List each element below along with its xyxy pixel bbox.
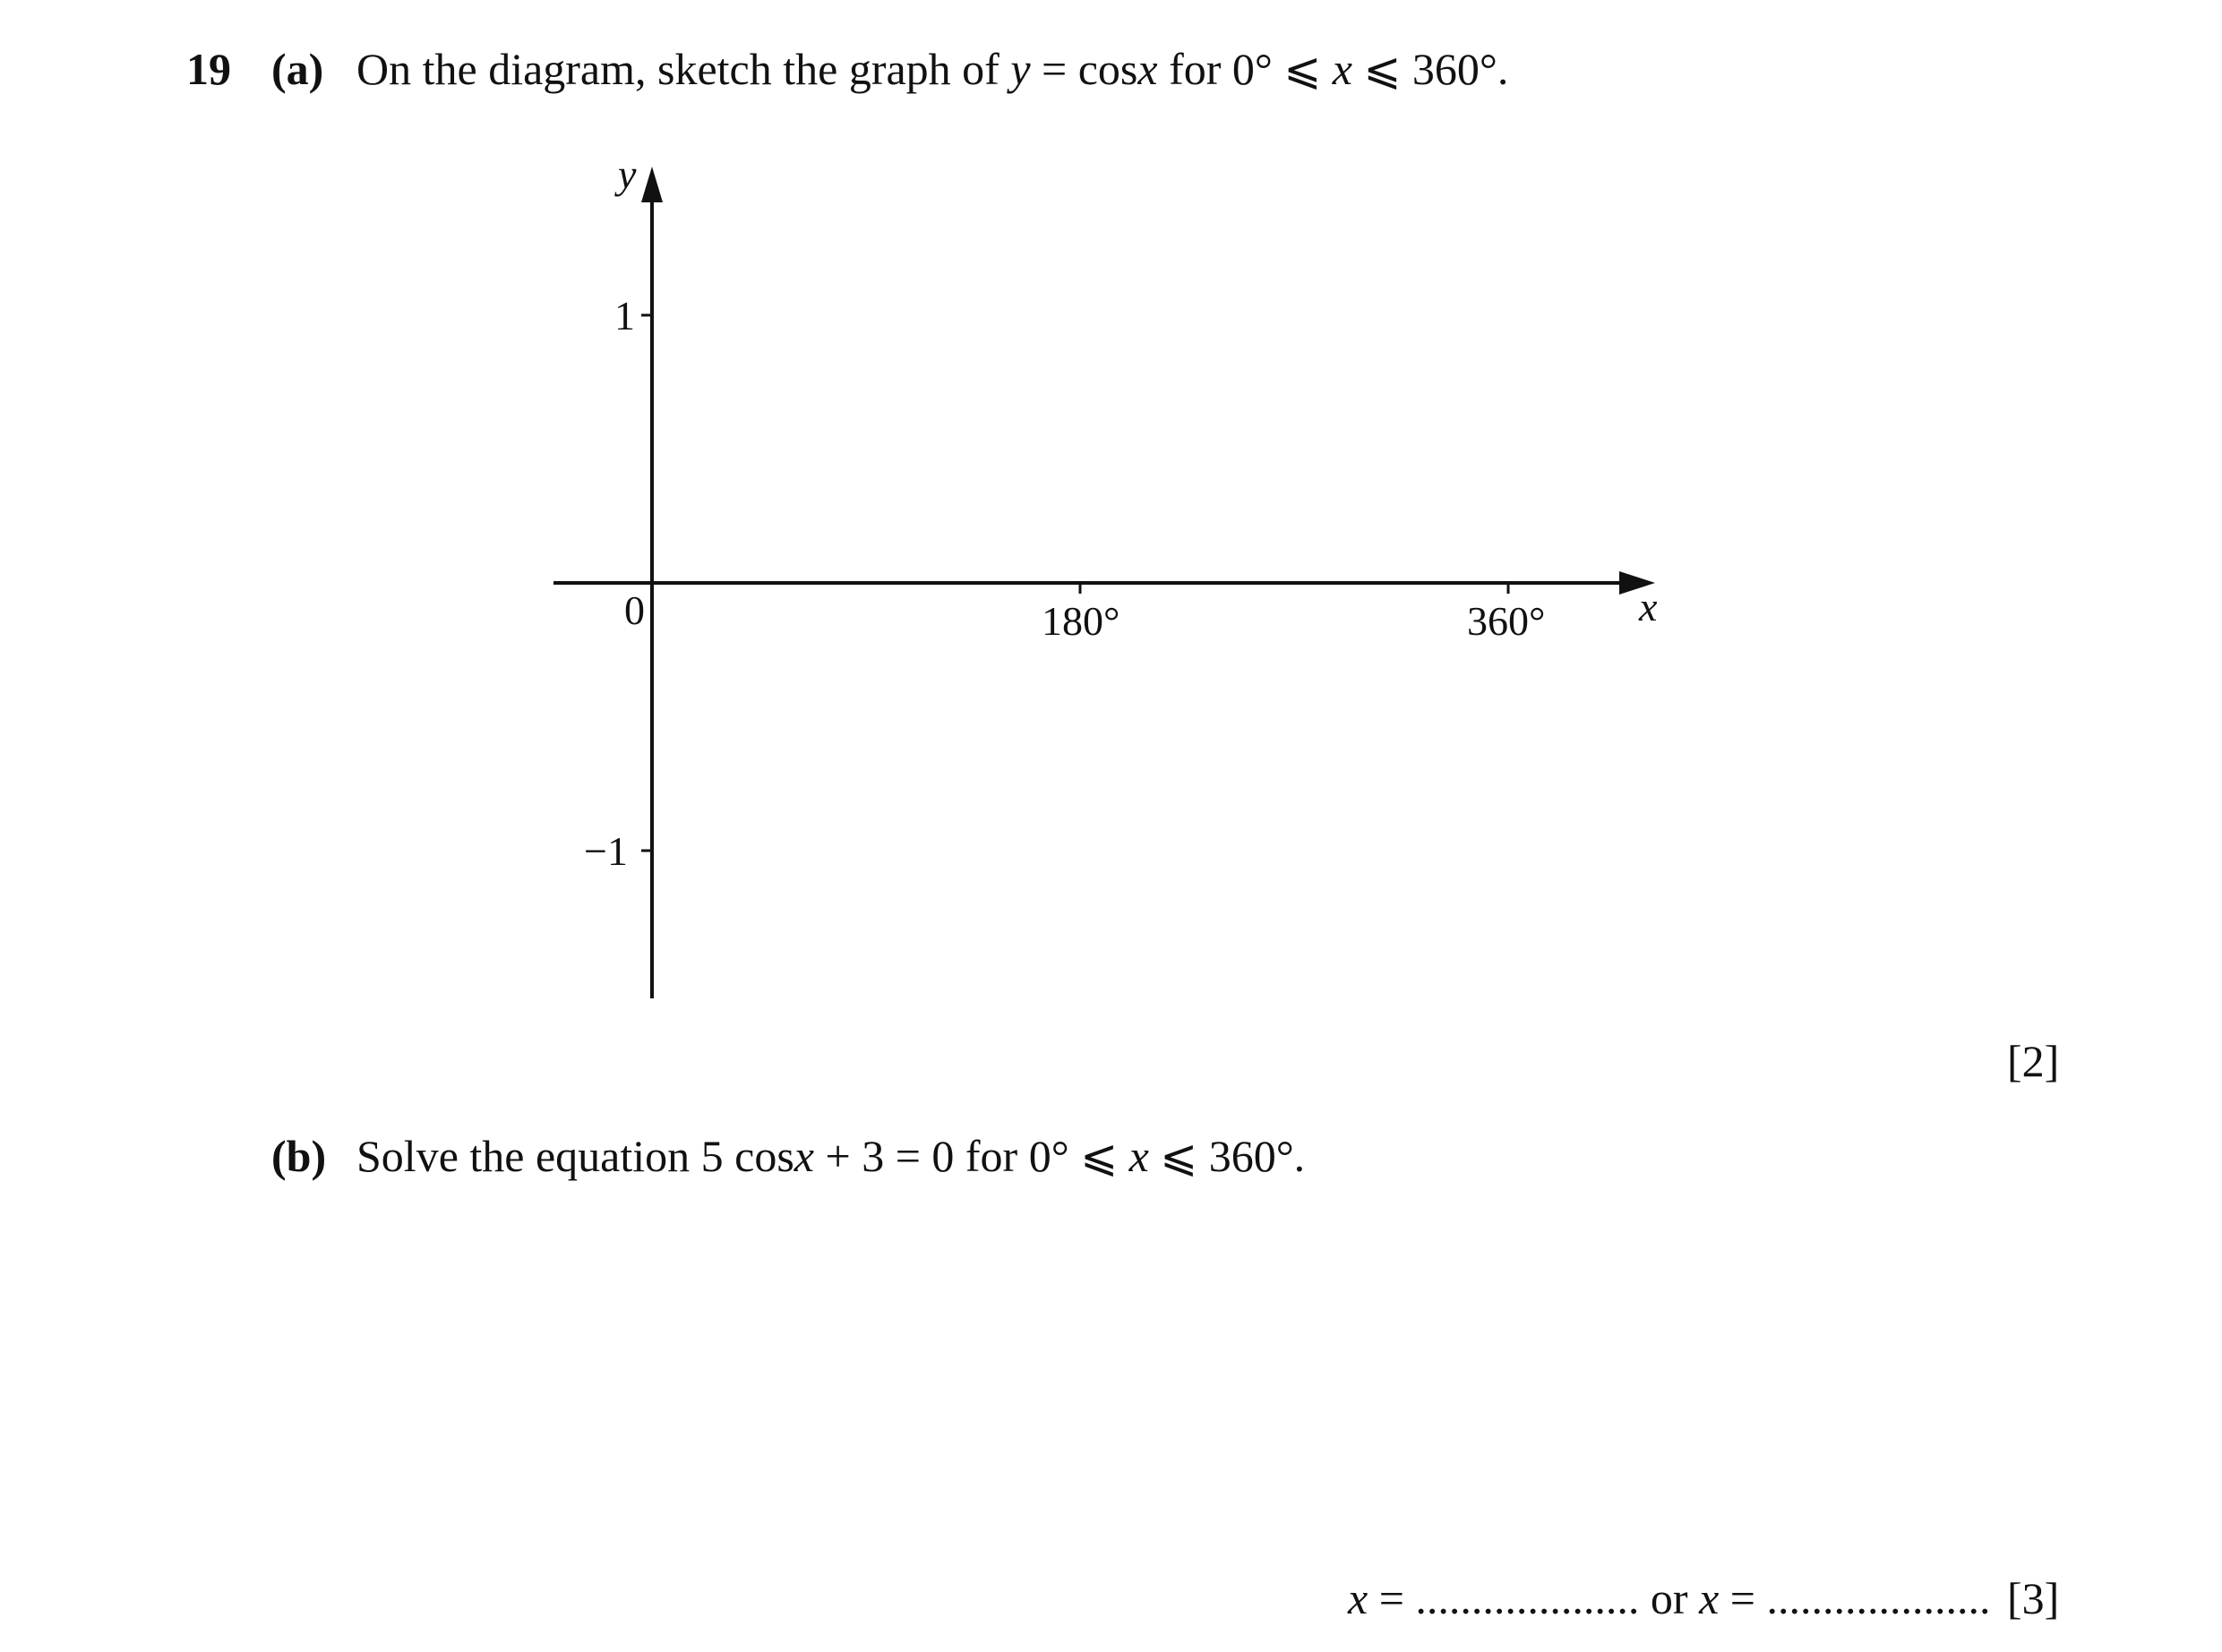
x-tick-label-360: 360° — [1467, 598, 1546, 644]
part-b-range-suffix: ⩽ 360°. — [1148, 1131, 1306, 1181]
answer-var-x-2: x — [1699, 1573, 1720, 1623]
part-a-text: On the diagram, sketch the graph of — [356, 44, 1011, 94]
part-a-var-y: y — [1010, 44, 1031, 94]
part-b-text-mid: + 3 = 0 for 0° ⩽ — [814, 1131, 1129, 1181]
part-b-range-var: x — [1128, 1131, 1149, 1181]
answer-equals-1: = — [1368, 1573, 1416, 1623]
part-a-label: (a) — [271, 44, 324, 94]
part-b-question — [356, 1131, 1306, 1181]
part-a-range-var: x — [1332, 44, 1352, 94]
answer-var-x-1: x — [1348, 1573, 1368, 1623]
x-axis-label: x — [1639, 584, 1658, 629]
y-axis-arrowhead — [641, 167, 663, 202]
answer-or: or — [1639, 1573, 1700, 1623]
part-b-answer-line — [1348, 1573, 1991, 1623]
part-b-label: (b) — [271, 1131, 327, 1181]
origin-label: 0 — [624, 587, 645, 633]
part-b-var-x: x — [794, 1131, 814, 1181]
part-a-var-x: x — [1137, 44, 1158, 94]
y-tick-label-minus-1: −1 — [584, 828, 628, 874]
part-a-equals: = cos — [1030, 44, 1138, 94]
answer-blank-2[interactable]: .................... — [1766, 1573, 1991, 1623]
y-tick-label-1: 1 — [614, 293, 635, 338]
answer-equals-2: = — [1719, 1573, 1767, 1623]
y-axis-label: y — [618, 151, 637, 197]
part-b-marks: [3] — [2007, 1573, 2060, 1623]
part-a-marks: [2] — [2007, 1036, 2060, 1086]
part-a-range-suffix: ⩽ 360°. — [1352, 44, 1509, 94]
question-number: 19 — [186, 44, 231, 94]
answer-blank-1[interactable]: .................... — [1415, 1573, 1640, 1623]
x-tick-label-180: 180° — [1042, 598, 1120, 644]
part-b-text: Solve the equation 5 cos — [356, 1131, 794, 1181]
part-a-range-prefix: for 0° ⩽ — [1157, 44, 1333, 94]
